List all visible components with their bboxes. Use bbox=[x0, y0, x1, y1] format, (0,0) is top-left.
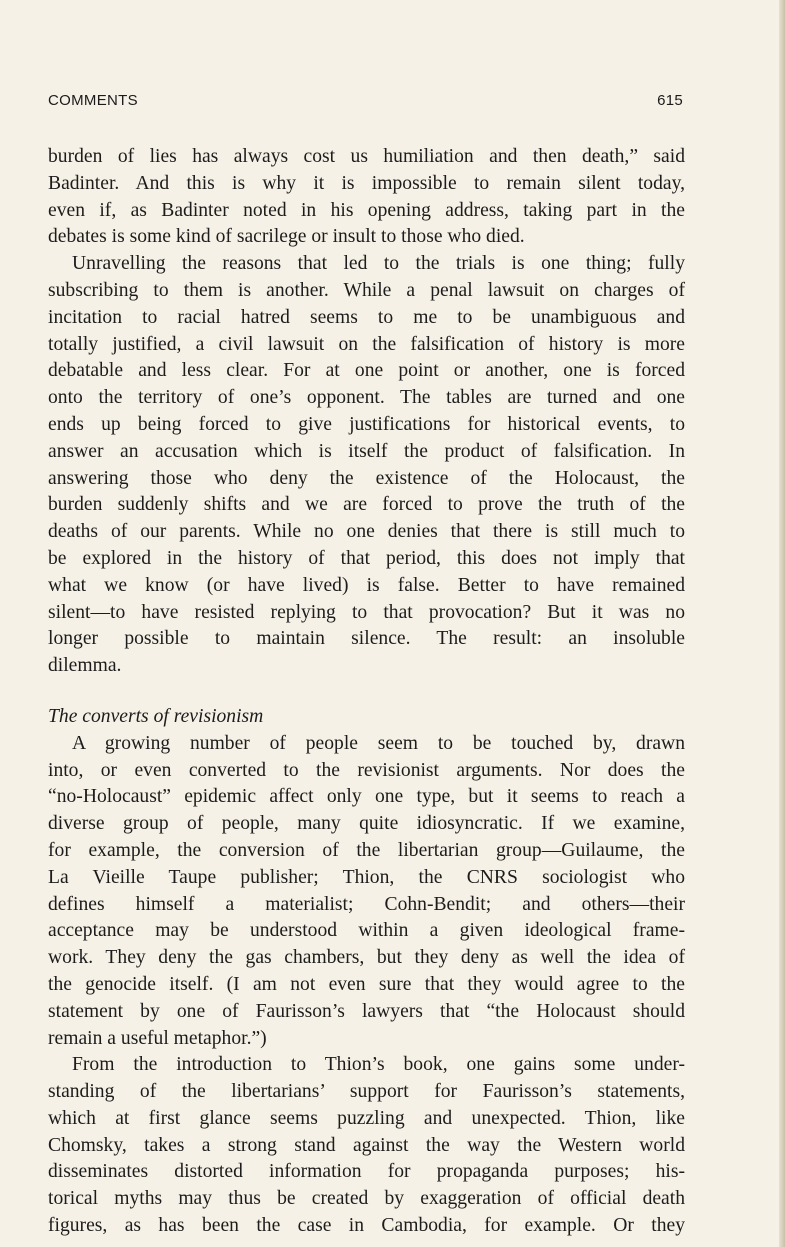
text-line: even if, as Badinter noted in his opening address, taking part in the bbox=[48, 199, 685, 221]
text-line: Chomsky, takes a strong stand against the way the Western world bbox=[48, 1134, 685, 1156]
text-line: remain a useful metaphor.”) bbox=[48, 1027, 267, 1049]
text-line: work. They deny the gas chambers, but they deny as well the idea of bbox=[48, 947, 685, 969]
text-line: “no-Holocaust” epidemic affect only one type, but it seems to reach a bbox=[48, 786, 685, 808]
text-line: dilemma. bbox=[48, 655, 122, 677]
text-line: incitation to racial hatred seems to me to be unambiguous and bbox=[48, 306, 685, 328]
text-line: Unravelling the reasons that led to the trials is one thing; fully bbox=[72, 253, 685, 275]
text-line: for example, the conversion of the libertarian group—Guilaume, the bbox=[48, 839, 685, 861]
text-line: deaths of our parents. While no one denies that there is still much to bbox=[48, 521, 685, 543]
body-text bbox=[48, 144, 685, 1240]
section-heading: The converts of revisionism bbox=[48, 705, 264, 727]
text-line: diverse group of people, many quite idiosyncratic. If we examine, bbox=[48, 813, 685, 835]
text-line: La Vieille Taupe publisher; Thion, the CNRS sociologist who bbox=[48, 866, 685, 888]
text-line: what we know (or have lived) is false. Better to have remained bbox=[48, 574, 685, 596]
text-line: answer an accusation which is itself the product of falsification. In bbox=[48, 440, 685, 462]
text-line: debatable and less clear. For at one point or another, one is forced bbox=[48, 360, 685, 382]
text-line: be explored in the history of that period, this does not imply that bbox=[48, 547, 685, 569]
page-number: 615 bbox=[657, 92, 683, 109]
running-head bbox=[48, 92, 683, 116]
text-line: the genocide itself. (I am not even sure that they would agree to the bbox=[48, 973, 685, 995]
text-line: longer possible to maintain silence. The result: an insoluble bbox=[48, 628, 685, 650]
text-line: From the introduction to Thion’s book, one gains some under- bbox=[72, 1054, 685, 1076]
text-line: burden of lies has always cost us humiliation and then death,” said bbox=[48, 146, 685, 167]
text-line: totally justified, a civil lawsuit on the falsification of history is more bbox=[48, 333, 685, 355]
text-line: which at first glance seems puzzling and unexpected. Thion, like bbox=[48, 1107, 685, 1129]
text-line: debates is some kind of sacrilege or insult to those who died. bbox=[48, 226, 525, 248]
text-line: A growing number of people seem to be touched by, drawn bbox=[72, 732, 685, 754]
running-title: COMMENTS bbox=[48, 92, 138, 109]
text-line: acceptance may be understood within a given ideological frame- bbox=[48, 920, 685, 942]
text-line: disseminates distorted information for propaganda purposes; his- bbox=[48, 1161, 685, 1183]
text-line: into, or even converted to the revisionist arguments. Nor does the bbox=[48, 759, 685, 781]
text-line: figures, as has been the case in Cambodia, for example. Or they bbox=[48, 1215, 685, 1237]
text-line: subscribing to them is another. While a penal lawsuit on charges of bbox=[48, 279, 685, 301]
text-line: burden suddenly shifts and we are forced to prove the truth of the bbox=[48, 494, 685, 516]
page-edge-shadow bbox=[779, 0, 785, 1247]
text-line: standing of the libertarians’ support for Faurisson’s statements, bbox=[48, 1081, 685, 1103]
text-line: silent—to have resisted replying to that provocation? But it was no bbox=[48, 601, 685, 623]
text-line: answering those who deny the existence of the Holocaust, the bbox=[48, 467, 685, 489]
text-line: onto the territory of one’s opponent. The tables are turned and one bbox=[48, 387, 685, 409]
text-line: ends up being forced to give justifications for historical events, to bbox=[48, 413, 685, 435]
text-line: torical myths may thus be created by exaggeration of official death bbox=[48, 1188, 685, 1210]
text-line: statement by one of Faurisson’s lawyers that “the Holocaust should bbox=[48, 1000, 685, 1022]
text-line: defines himself a materialist; Cohn-Bendit; and others—their bbox=[48, 893, 685, 915]
text-line: Badinter. And this is why it is impossible to remain silent today, bbox=[48, 172, 685, 194]
